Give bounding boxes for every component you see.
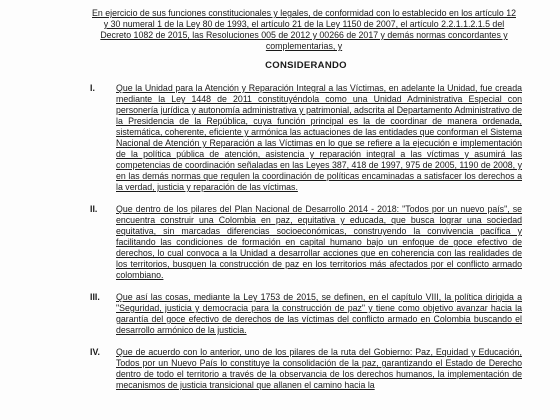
considerando-item-1 xyxy=(90,83,522,193)
intro-paragraph: En ejercicio de sus funciones constitucionales y legales, de conformidad con lo establecido en los artículo 12 y 30 numeral 1 de la Ley 80 de 1993, el artículo 21 de la Ley 1150 de 2007, el artículo 2.2.1.1.2.1.5 del Decreto 1082 de 2015, las Resoluciones 005 de 2012 y 00266 de 2017 y demás normas concordantes y complementarias, y xyxy=(92,8,516,51)
item-numeral: III. xyxy=(90,292,100,302)
considerando-item-2 xyxy=(90,204,522,281)
considerando-item-3 xyxy=(90,292,522,336)
section-heading: CONSIDERANDO xyxy=(265,60,347,71)
item-text: Que así las cosas, mediante la Ley 1753 de 2015, se definen, en el capítulo VIII, la política dirigida a "Seguridad, justicia y democracia para la construcción de paz" y tiene como objetivo avanzar hacia la garantía del goce efectivo de derechos de las víctimas del conflicto armado en Colombia buscando el desarrollo armónico de la justicia. xyxy=(116,292,522,335)
considerando-item-4 xyxy=(90,347,522,391)
item-text: Que dentro de los pilares del Plan Nacional de Desarrollo 2014 - 2018: "Todos por un nuevo país", se encuentra construir una Colombia en paz, equitativa y educada, que busca lograr una sociedad equitativa, sin marcadas diferencias socioeconómicas, construyendo la convivencia pacífica y facilitando las condiciones de formación en capital humano bajo un enfoque de goce efectivo de derechos, lo cual convoca a la Unidad a desarrollar acciones que en coherencia con las realidades de los territorios, busquen la construcción de paz en los territorios más afectados por el conflicto armado colombiano. xyxy=(116,204,522,280)
item-text: Que de acuerdo con lo anterior, uno de los pilares de la ruta del Gobierno: Paz, Equidad y Educación, Todos por un Nuevo País lo constituye la consolidación de la paz, garantizando el Estado de Derecho dentro de todo el territorio a través de la observancia de los derechos humanos, la implementación de mecanismos de justicia transicional que allanen el camino hacia la xyxy=(116,347,522,390)
item-numeral: II. xyxy=(90,204,98,214)
item-numeral: I. xyxy=(90,83,95,93)
item-numeral: IV. xyxy=(90,347,100,357)
item-text: Que la Unidad para la Atención y Reparación Integral a las Víctimas, en adelante la Unidad, fue creada mediante la Ley 1448 de 2011 constituyéndola como una Unidad Administrativa Especial con personería jurídica y autonomía administrativa y patrimonial, adscrita al Departamento Administrativo de la Presidencia de la República, cuya función principal es la de coordinar de manera ordenada, sistemática, coherente, eficiente y armónica las actuaciones de las entidades que conforman el Sistema Nacional de Atención y Reparación a las Víctimas en lo que se refiere a la ejecución e implementación de la política pública de atención, asistencia y reparación integral a las víctimas y asumirá las competencias de coordinación señaladas en las Leyes 387, 418 de 1997, 975 de 2005, 1190 de 2008, y en las demás normas que regulen la coordinación de políticas encaminadas a satisfacer los derechos a la verdad, justicia y reparación de las víctimas. xyxy=(116,83,522,192)
